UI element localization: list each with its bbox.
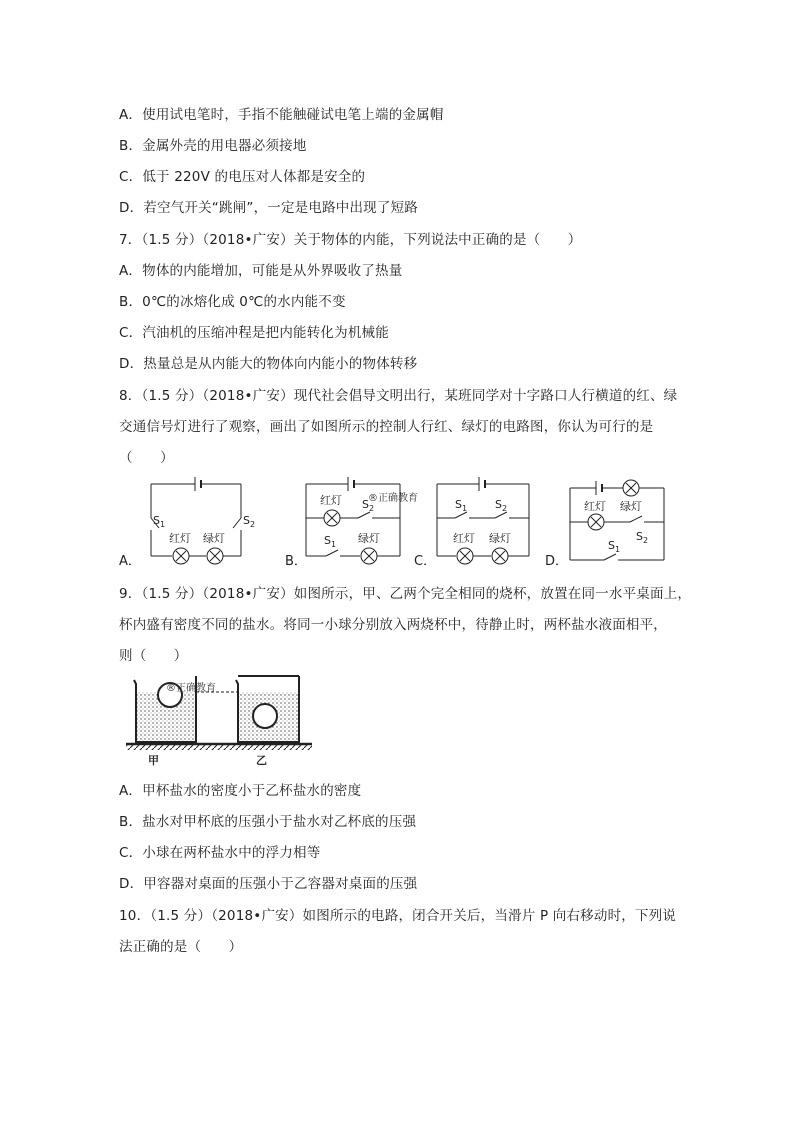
q8-a-s2-label: $S_2$ [243,514,256,529]
q7-option-d: D．热量总是从内能大的物体向内能小的物体转移 [119,356,418,372]
q8-stem-line-1: 8．（1.5 分）（2018•广安）现代社会倡导文明出行，某班同学对十字路口人行横道的红、绿 [119,388,678,404]
q9-option-a: A．甲杯盐水的密度小于乙杯盐水的密度 [119,783,362,799]
q9-stem-line-3: 则（ ） [119,648,188,664]
q9-option-b: B．盐水对甲杯底的压强小于盐水对乙杯底的压强 [119,814,417,830]
q8-c-red-lamp-label: 红灯 [453,532,475,545]
q8-circuit-d-letter: D． [545,554,569,569]
q8-circuit-c [431,474,541,570]
q8-d-red-lamp-label: 红灯 [584,500,606,513]
q8-circuit-b [300,474,418,570]
q8-b-red-lamp-label: 红灯 [320,494,342,507]
q6-option-c: C．低于 220V 的电压对人体都是安全的 [119,169,366,185]
q8-circuit-c-letter: C． [414,554,437,569]
q9-beaker-figure [124,670,314,774]
q9-option-d: D．甲容器对桌面的压强小于乙容器对桌面的压强 [119,876,418,892]
q9-beaker-right-label: 乙 [256,754,267,767]
q8-c-s1-label: $S_1$ [455,498,468,513]
q8-a-green-lamp-label: 绿灯 [203,532,225,545]
q8-a-s1-label: $S_1$ [153,514,166,529]
q7-stem: 7．（1.5 分）（2018•广安）关于物体的内能，下列说法中正确的是（ ） [119,232,582,248]
q8-circuit-b-letter: B． [285,554,307,569]
q8-circuit-a [145,474,255,570]
q8-circuit-a-letter: A． [119,554,141,569]
q8-d-s2-label: $S_2$ [636,530,649,545]
q9-stem-line-2: 杯内盛有密度不同的盐水。将同一小球分别放入两烧杯中，待静止时，两杯盐水液面相平， [119,617,667,633]
q9-beaker-left-label: 甲 [148,754,159,767]
q8-d-s1-label: $S_1$ [608,539,621,554]
q8-c-s2-label: $S_2$ [495,498,508,513]
q8-b-s2-label: $S_2$ [362,498,375,513]
q9-stem-line-1: 9．（1.5 分）（2018•广安）如图所示，甲、乙两个完全相同的烧杯，放置在同一水平桌面上， [119,586,692,602]
q10-stem-line-1: 10．（1.5 分）（2018•广安）如图所示的电路，闭合开关后，当滑片 P 向右移动时，下列说 [119,908,677,924]
q10-stem-line-2: 法正确的是（ ） [119,939,243,955]
q8-stem-line-3: （ ） [119,450,174,466]
q8-b-green-lamp-label: 绿灯 [358,532,380,545]
q8-b-s1-label: $S_1$ [324,534,337,549]
q7-option-a: A．物体的内能增加，可能是从外界吸收了热量 [119,263,403,279]
q6-option-b: B．金属外壳的用电器必须接地 [119,138,307,154]
q9-watermark: ®正确教育 [166,683,216,694]
q8-c-green-lamp-label: 绿灯 [489,532,511,545]
q9-option-c: C．小球在两杯盐水中的浮力相等 [119,845,321,861]
q6-option-a: A．使用试电笔时，手指不能触碰试电笔上端的金属帽 [119,107,444,123]
q7-option-b: B．0℃的冰熔化成 0℃的水内能不变 [119,294,346,310]
q8-a-red-lamp-label: 红灯 [169,532,191,545]
q8-stem-line-2: 交通信号灯进行了观察，画出了如图所示的控制人行红、绿灯的电路图，你认为可行的是 [119,419,654,435]
q8-d-green-lamp-label: 绿灯 [620,500,642,513]
q6-option-d: D．若空气开关“跳闸”，一定是电路中出现了短路 [119,200,418,216]
q8-circuit-d [564,474,674,570]
q7-option-c: C．汽油机的压缩冲程是把内能转化为机械能 [119,325,389,341]
q8-b-watermark: ®正确教育 [368,493,418,504]
